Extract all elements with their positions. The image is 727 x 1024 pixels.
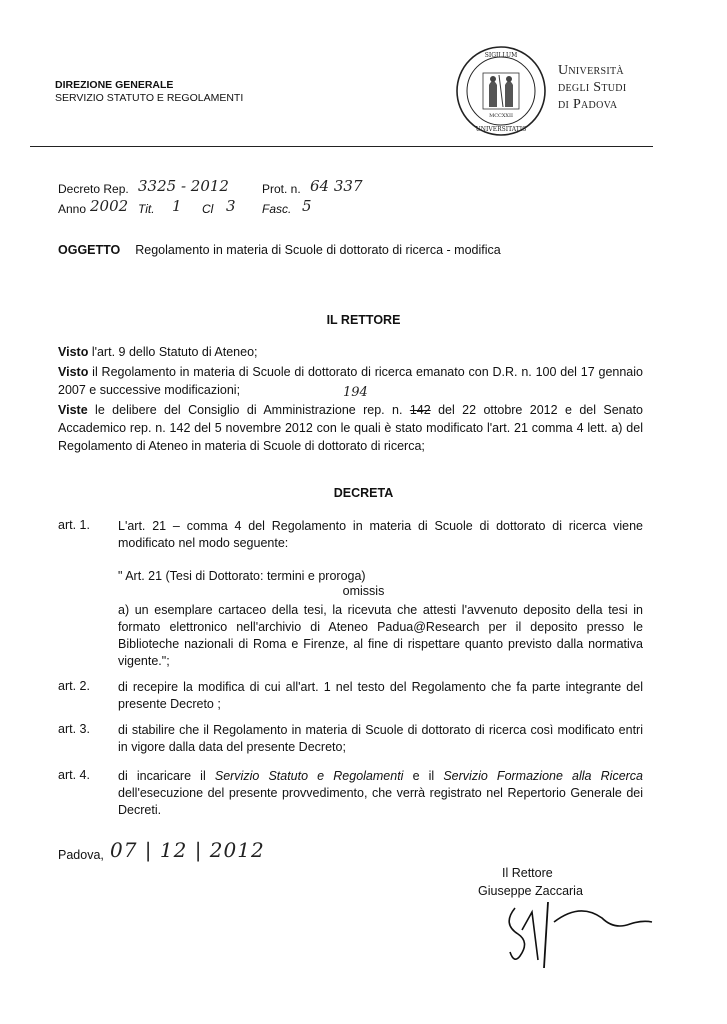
article-1-label: art. 1. xyxy=(58,518,90,532)
prot-value: 64 337 xyxy=(310,177,363,195)
university-line-2: degli Studi xyxy=(558,80,627,95)
article-1-quote-body: a) un esemplare cartaceo della tesi, la ricevuta che attesti l'avvenuto deposito della tesi in formato elettronico nell'archivio di Ateneo Padua@Research per il deposito presso le Biblioteche nazionali di Roma e Firenze, al fine di rispettare quanto previsto dalla normativa vigente."; xyxy=(118,603,643,668)
university-line-1: Università xyxy=(558,63,624,78)
article-4-text-c: dell'esecuzione del presente provvedimento, che verrà registrato nel Repertorio Generale dei Decreti. xyxy=(118,786,643,817)
rettore-heading: IL RETTORE xyxy=(326,313,401,327)
premise-3 xyxy=(58,401,643,455)
svg-text:SIGILLUM: SIGILLUM xyxy=(484,52,518,59)
premise-1 xyxy=(58,343,643,361)
article-3-text: di stabilire che il Regolamento in materia di Scuole di dottorato di ricerca così modificato entri in vigore dalla data del presente Decreto; xyxy=(118,723,643,754)
signer-name: Giuseppe Zaccaria xyxy=(478,884,583,898)
oggetto-line xyxy=(58,243,501,257)
premise-3-text-a: le delibere del Consiglio di Amministrazione rep. n. xyxy=(87,403,410,417)
cl-label: Cl xyxy=(202,202,214,216)
article-1-text: L'art. 21 – comma 4 del Regolamento in materia di Scuole di dottorato di ricerca viene modificato nel modo seguente: xyxy=(118,519,643,550)
oggetto-text: Regolamento in materia di Scuole di dottorato di ricerca - modifica xyxy=(135,243,501,257)
closing-date: 07 | 12 | 2012 xyxy=(110,838,265,862)
premise-3-lead: Viste xyxy=(58,403,88,417)
department-line-1: DIREZIONE GENERALE xyxy=(55,79,174,91)
premise-3-struck-number: 142 xyxy=(409,403,431,417)
department-line-2: SERVIZIO STATUTO E REGOLAMENTI xyxy=(55,92,244,104)
fasc-label: Fasc. xyxy=(262,202,292,216)
header-divider xyxy=(30,146,653,147)
signer-title: Il Rettore xyxy=(502,866,553,880)
article-2-label: art. 2. xyxy=(58,679,90,693)
premise-3-correction: 194 xyxy=(343,385,368,400)
university-seal-icon xyxy=(455,45,547,137)
premise-1-lead: Visto xyxy=(58,345,89,359)
article-4-label: art. 4. xyxy=(58,768,90,782)
article-4-text-a: di incaricare il xyxy=(118,769,215,783)
decreta-heading: DECRETA xyxy=(333,486,394,500)
cl-value: 3 xyxy=(226,197,236,215)
article-3-label: art. 3. xyxy=(58,722,90,736)
decreto-value: 3325 - 2012 xyxy=(138,177,229,195)
department-block xyxy=(55,79,243,105)
premise-1-text: l'art. 9 dello Statuto di Ateneo; xyxy=(88,345,258,359)
anno-value: 2002 xyxy=(90,197,129,215)
premise-2-text: il Regolamento in materia di Scuole di dottorato di ricerca emanato con D.R. n. 100 del 17 gennaio 2007 e successive modificazioni; xyxy=(58,365,643,397)
prot-label: Prot. n. xyxy=(262,182,301,196)
svg-text:MCCXXII: MCCXXII xyxy=(489,113,513,119)
anno-label: Anno xyxy=(58,202,87,216)
svg-text:UNIVERSITATIS: UNIVERSITATIS xyxy=(475,126,527,133)
university-line-3: di Padova xyxy=(558,97,618,112)
article-4-text-b: e il xyxy=(403,769,444,783)
closing-place: Padova, xyxy=(58,848,104,862)
article-4-emphasis-2: Servizio Formazione alla Ricerca xyxy=(443,769,644,783)
signature-icon xyxy=(490,890,660,970)
article-1-quote-title: " Art. 21 (Tesi di Dottorato: termini e proroga) xyxy=(118,569,366,583)
decreto-label: Decreto Rep. xyxy=(58,182,129,196)
tit-value: 1 xyxy=(172,197,182,215)
article-4-text xyxy=(118,768,643,819)
premise-2-lead: Visto xyxy=(58,365,89,379)
tit-label: Tit. xyxy=(138,202,155,216)
article-2-text: di recepire la modifica di cui all'art. 1 nel testo del Regolamento che fa parte integrante del presente Decreto ; xyxy=(118,680,643,711)
premise-3-text-b: del 22 ottobre 2012 e del Senato Accademico rep. n. 142 del 5 novembre 2012 con le quali è stato modificato l'art. 21 comma 4 lett. a) del Regolamento di Ateneo in materia di Scuole di dottorato di ricerca; xyxy=(58,403,644,453)
article-1-omissis: omissis xyxy=(342,584,385,598)
university-name xyxy=(558,62,626,113)
fasc-value: 5 xyxy=(302,197,312,215)
article-4-emphasis-1: Servizio Statuto e Regolamenti xyxy=(214,769,404,783)
oggetto-label: OGGETTO xyxy=(58,243,121,257)
